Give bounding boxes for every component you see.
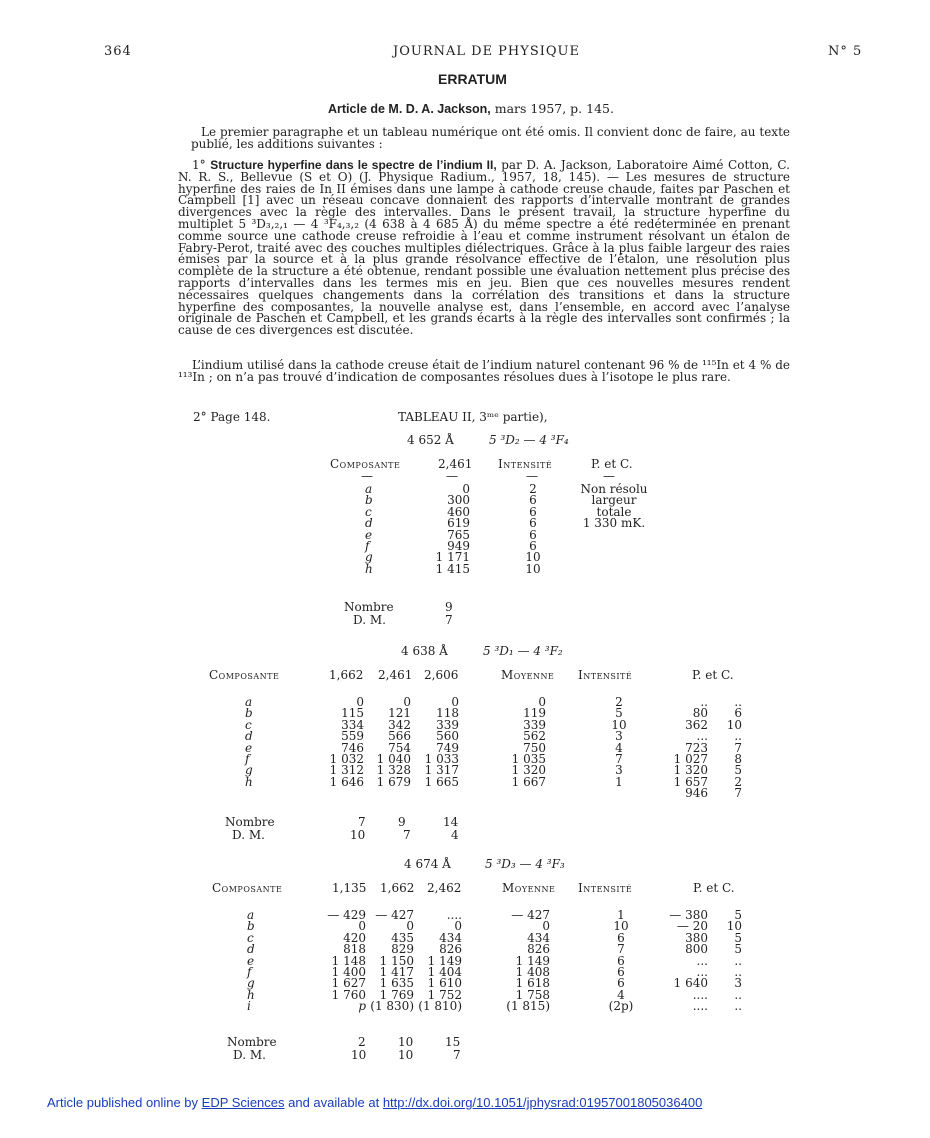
t2-col-1662: 0 115 334 559 746 1 032 1 312 1 646 xyxy=(329,695,364,789)
t3-transition: 5 ³D₃ — 4 ³F₃ xyxy=(485,857,565,871)
t2-col-2606: 0 118 339 560 749 1 033 1 317 1 665 xyxy=(424,695,459,789)
footer-prefix: Article published online by xyxy=(47,1095,202,1110)
t2-dm-2: 7 xyxy=(403,828,411,842)
t2-intensite: 2 5 10 3 4 7 3 1 xyxy=(611,695,627,789)
t2-header-composante: Composante xyxy=(209,668,280,682)
t3-wavelength: 4 674 Å xyxy=(404,857,451,871)
t3-dm-2: 10 xyxy=(398,1048,414,1062)
t2-header-1662: 1,662 xyxy=(329,668,364,682)
t2-dm-label: D. M. xyxy=(232,828,265,842)
t2-nombre-3: 14 xyxy=(443,815,459,829)
t2-nombre-label: Nombre xyxy=(225,815,275,829)
t3-header-moyenne: Moyenne xyxy=(502,881,556,895)
t2-nombre-1: 7 xyxy=(358,815,366,829)
t3-nombre-3: 15 xyxy=(445,1035,461,1049)
t3-components: a b c d e f g h i xyxy=(247,908,255,1014)
t3-header-1135: 1,135 xyxy=(332,881,367,895)
t3-dm-1: 10 xyxy=(351,1048,367,1062)
article-reference: Article de M. D. A. Jackson, mars 1957, p. 145. xyxy=(328,101,614,116)
page-number: 364 xyxy=(104,44,132,59)
t1-intensities: 2 6 6 6 6 6 10 10 xyxy=(525,482,541,576)
t3-header-intensite: Intensité xyxy=(578,881,633,895)
t3-col-1135: — 429 0 420 818 1 148 1 400 1 627 1 760 p xyxy=(327,908,366,1014)
rule: — xyxy=(603,469,615,483)
t2-header-2461: 2,461 xyxy=(378,668,413,682)
t2-wavelength: 4 638 Å xyxy=(401,644,448,658)
t1-header-composante: Composante xyxy=(330,457,401,471)
t3-pc-1: — 380 — 20 380 800 ... ... 1 640 .... .... xyxy=(669,908,708,1014)
t3-col-1662: — 427 0 435 829 1 150 1 417 1 635 1 769 (1 830) xyxy=(370,908,414,1014)
t3-nombre-label: Nombre xyxy=(227,1035,277,1049)
t1-components: a b c d e f g h xyxy=(365,482,373,576)
t2-pc-1: .. 80 362 ... 723 1 027 1 320 1 657 946 xyxy=(673,695,708,801)
journal-title: JOURNAL DE PHYSIQUE xyxy=(393,44,580,59)
edp-sciences-link[interactable]: EDP Sciences xyxy=(201,1095,285,1110)
t1-dm-label: D. M. xyxy=(353,613,386,627)
t2-col-2461: 0 121 342 566 754 1 040 1 328 1 679 xyxy=(376,695,411,789)
t2-dm-1: 10 xyxy=(350,828,366,842)
t3-header-2462: 2,462 xyxy=(427,881,462,895)
t1-header-intensite: Intensité xyxy=(498,457,553,471)
table-title: TABLEAU II, 3ᵐᵉ partie), xyxy=(398,410,548,424)
t2-header-2606: 2,606 xyxy=(424,668,459,682)
t2-header-moyenne: Moyenne xyxy=(501,668,555,682)
t3-header-pc: P. et C. xyxy=(693,881,735,895)
t2-header-pc: P. et C. xyxy=(692,668,734,682)
t2-dm-3: 4 xyxy=(451,828,459,842)
structure-paragraph: 1° Structure hyperfine dans le spectre de l’indium II, par D. A. Jackson, Laboratoire Aimé Cotton, C. N. R. S., Bellevue (S et O) (J. Physique Radium., 1957, 18, 145). — Les mesures de structure hyperfine des raies de In II émises dans une lampe à cathode creuse chaude, faites par Paschen et Campbell [1] avec un réseau concave donnaient des rapports d’intervalle montrant de grandes divergences avec la règle des intervalles. Dans le présent travail, la structure hyperfine du multiplet 5 ³D₃,₂,₁ — 4 ³F₄,₃,₂ (4 638 à 4 685 Å) du même spectre a été redéterminée en prenant comme source une cathode creuse refroidie à l’eau et comme instrument résolvant un étalon de Fabry-Perot, traité avec des couches multiples diélectriques. Grâce à la plus faible largeur des raies émises par la source et à la plus grande résolvance effective de l’étalon, une résolution plus complète de la structure a été obtenue, rendant possible une évaluation nettement plus précise des rapports d’intervalles dans les termes mis en jeu. Bien que ces nouvelles mesures rendent nécessaires quelques changements dans la corrélation des transitions et dans la structure hyperfine des composantes, la nouvelle analyse est, dans l’ensemble, en accord avec l’analyse originale de Paschen et Campbell, et les grands écarts à la règle des intervalles sont confirmés ; la cause de ces divergences est discutée. xyxy=(178,158,790,338)
t3-dm-label: D. M. xyxy=(233,1048,266,1062)
footer xyxy=(47,1095,702,1110)
t3-header-1662: 1,662 xyxy=(380,881,415,895)
t1-header-2461: 2,461 xyxy=(438,457,473,471)
t3-nombre-2: 10 xyxy=(398,1035,414,1049)
erratum-title: ERRATUM xyxy=(438,71,507,87)
t2-moyenne: 0 119 339 562 750 1 035 1 320 1 667 xyxy=(511,695,546,789)
t2-nombre-2: 9 xyxy=(398,815,406,829)
t3-pc-2: 5 10 5 5 .. .. 3 .. .. xyxy=(726,908,742,1014)
rule: — xyxy=(526,469,538,483)
t2-transition: 5 ³D₁ — 4 ³F₂ xyxy=(483,644,563,658)
t3-nombre-1: 2 xyxy=(358,1035,366,1049)
t3-dm-3: 7 xyxy=(453,1048,461,1062)
intro-paragraph: Le premier paragraphe et un tableau numérique ont été omis. Il convient donc de faire, au texte publié, les additions suivantes : xyxy=(191,125,790,151)
t3-header-composante: Composante xyxy=(212,881,283,895)
doi-link[interactable]: http://dx.doi.org/10.1051/jphysrad:01957001805036400 xyxy=(382,1095,703,1110)
t2-header-intensite: Intensité xyxy=(578,668,633,682)
t1-transition: 5 ³D₂ — 4 ³F₄ xyxy=(489,433,569,447)
t1-wavelength: 4 652 Å xyxy=(407,433,454,447)
footer-middle: and available at xyxy=(284,1095,383,1110)
t1-values: 0 300 460 619 765 949 1 171 1 415 xyxy=(435,482,470,576)
t2-components: a b c d e f g h xyxy=(245,695,253,789)
rule: — xyxy=(361,469,373,483)
t1-nombre: 9 xyxy=(445,600,453,614)
t1-nombre-label: Nombre xyxy=(344,600,394,614)
t2-pc-2: .. 6 10 .. 7 8 5 2 7 xyxy=(726,695,742,801)
rule: — xyxy=(446,469,458,483)
t3-col-2462: .... 0 434 826 1 149 1 404 1 610 1 752 (1 810) xyxy=(418,908,462,1014)
indium-paragraph: L’indium utilisé dans la cathode creuse était de l’indium naturel contenant 96 % de ¹¹⁵In et 4 % de ¹¹³In ; on n’a pas trouvé d’indication de composantes résolues dues à l’isotope le plus rare. xyxy=(178,358,790,384)
page-reference: 2° Page 148. xyxy=(193,410,271,424)
issue-number: N° 5 xyxy=(828,44,863,59)
t3-moyenne: — 427 0 434 826 1 149 1 408 1 618 1 758 (1 815) xyxy=(506,908,550,1014)
t1-dm: 7 xyxy=(445,613,453,627)
t1-header-pc: P. et C. xyxy=(591,457,633,471)
t1-pc: Non résolu largeur totale 1 330 mK. xyxy=(580,482,648,531)
t3-intensite: 1 10 6 7 6 6 6 4 (2p) xyxy=(608,908,634,1014)
